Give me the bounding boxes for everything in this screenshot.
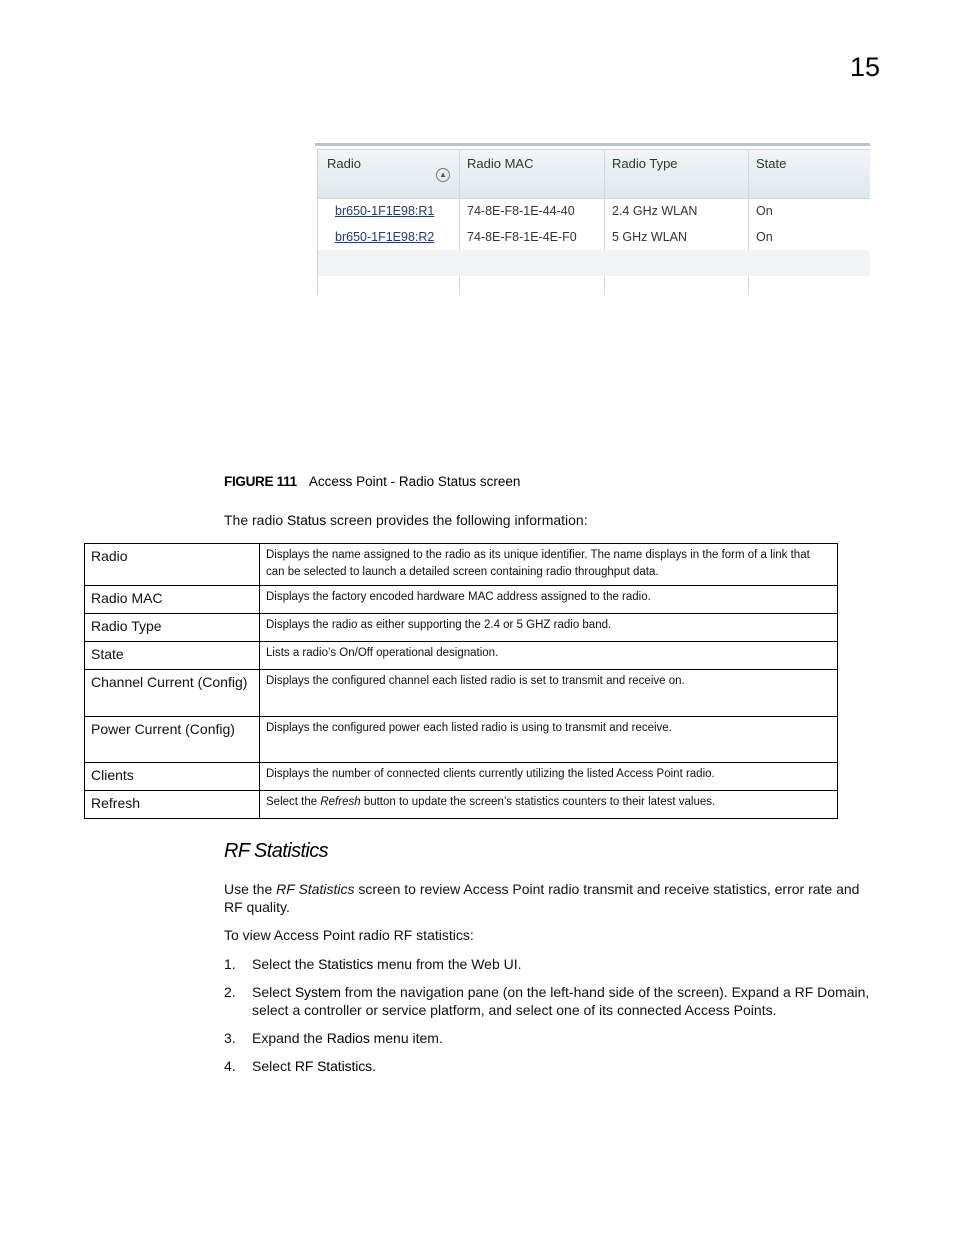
table-row [85,642,838,670]
field-term: Radio Type [85,614,260,642]
section-paragraph: To view Access Point radio RF statistics: [224,927,474,943]
intro-bold-term: Status [287,512,327,528]
screenshot-top-border [315,143,870,146]
field-description-table [84,543,838,819]
intro-text: screen provides the following information: [326,512,588,528]
step-text: Select System from the navigation pane (on the left-hand side of the screen). Expand a RF Domain, select a controller or service platform, and select one of its connected Access Points. [252,984,870,1018]
intro-text: The radio [224,512,288,528]
step-text: Select RF Statistics. [252,1058,376,1074]
column-header-radio-mac[interactable]: Radio MAC [467,156,534,171]
field-term: Clients [85,763,260,791]
field-description: Lists a radio’s On/Off operational designation. [260,642,838,670]
table-row [85,586,838,614]
paragraph-text: Use the [224,881,277,897]
paragraph-text: screen to review Access Point radio transmit and receive statistics, error rate and RF quality. [224,881,860,915]
state-cell: On [756,230,773,244]
field-description: Displays the name assigned to the radio as its unique identifier. The name displays in the form of a link that can be selected to launch a detailed screen containing radio throughput data. [260,544,838,586]
table-row [85,763,838,791]
sort-up-icon[interactable]: ▲ [436,168,450,182]
column-header-radio-type[interactable]: Radio Type [612,156,678,171]
section-heading: RF Statistics [224,840,329,862]
empty-row [318,250,870,276]
description-text: Select the [266,796,321,808]
field-description: Displays the configured power each listed radio is using to transmit and receive. [260,717,838,763]
step-number: 1. [224,956,236,972]
table-row [318,198,870,224]
table-row [85,544,838,586]
field-description: Displays the factory encoded hardware MAC address assigned to the radio. [260,586,838,614]
field-term: Power Current (Config) [85,717,260,763]
section-paragraph [224,880,874,916]
chapter-number: 15 [849,52,880,82]
table-row [318,224,870,250]
table-row [85,791,838,819]
column-header-radio[interactable]: Radio [327,156,361,171]
grid-header [318,149,870,199]
step-text: Expand the Radios menu item. [252,1030,443,1046]
intro-paragraph [224,512,588,528]
table-row [85,670,838,717]
step-number: 4. [224,1058,236,1074]
field-term: State [85,642,260,670]
paragraph-italic-term: RF Statistics [276,881,355,897]
state-cell: On [756,204,773,218]
radio-type-cell: 2.4 GHz WLAN [612,204,698,218]
field-description [260,791,838,819]
radio-link[interactable]: br650-1F1E98:R2 [335,230,435,244]
description-italic-term: Refresh [320,796,361,808]
field-term: Channel Current (Config) [85,670,260,717]
figure-title: Access Point - Radio Status screen [308,474,521,489]
figure-caption [224,474,520,489]
figure-label: FIGURE 111 [224,474,297,489]
radio-mac-cell: 74-8E-F8-1E-44-40 [467,204,575,218]
field-description: Displays the radio as either supporting the 2.4 or 5 GHZ radio band. [260,614,838,642]
step-number: 3. [224,1030,236,1046]
table-row [85,717,838,763]
field-description: Displays the number of connected clients currently utilizing the listed Access Point radio. [260,763,838,791]
radio-type-cell: 5 GHz WLAN [612,230,688,244]
description-text: button to update the screen’s statistics counters to their latest values. [360,796,716,808]
column-header-state[interactable]: State [756,156,787,171]
field-description: Displays the configured channel each listed radio is set to transmit and receive on. [260,670,838,717]
radio-link[interactable]: br650-1F1E98:R1 [335,204,435,218]
radio-status-screenshot [315,143,870,295]
radio-mac-cell: 74-8E-F8-1E-4E-F0 [467,230,577,244]
field-term: Refresh [85,791,260,819]
table-row [85,614,838,642]
field-term: Radio [85,544,260,586]
field-term: Radio MAC [85,586,260,614]
step-text: Select the Statistics menu from the Web UI. [252,956,522,972]
step-number: 2. [224,984,236,1000]
